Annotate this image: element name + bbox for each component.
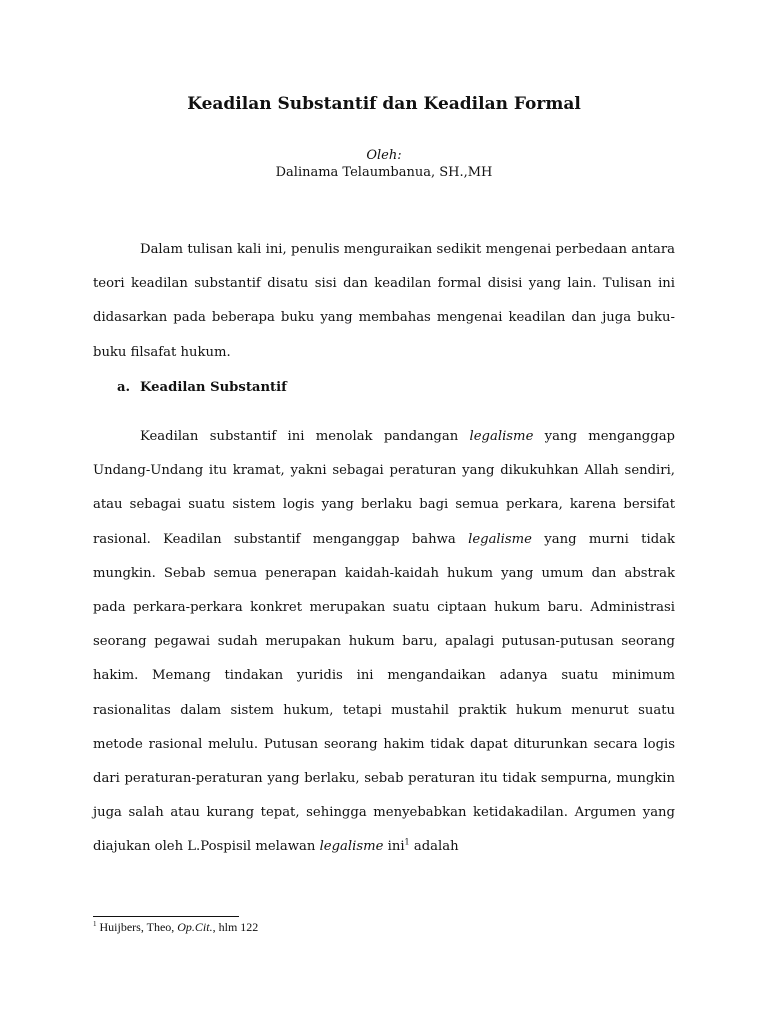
body-text: yang murni tidak mungkin. Sebab semua penerapan kaidah-kaidah hukum yang umum dan abstrak pada perkara-perkara konkret merupakan suatu ciptaan hukum baru. Administrasi seorang pegawai sudah merupakan hukum baru, apalagi putusan-putusan seorang hakim. Memang tindakan yuridis ini mengandaikan adanya suatu minimum rasionalitas dalam sistem hukum, tetapi mustahil praktik hukum menurut suatu metode rasional melulu. Putusan seorang hakim tidak dapat diturunkan secara logis dari peraturan-peraturan yang berlaku, sebab peraturan itu tidak sempurna, mungkin juga salah atau kurang tepat, sehingga menyebabkan ketidakadilan. Argumen yang diajukan oleh L.Pospisil melawan [93, 531, 675, 855]
footnote-divider [93, 916, 239, 917]
section-a-title: Keadilan Substantif [140, 380, 287, 395]
footnote-emphasis: Op.Cit. [177, 920, 213, 934]
byline-label: Oleh: [366, 148, 402, 163]
footnote-reference[interactable]: 1 [404, 838, 410, 848]
document-title: Keadilan Substantif dan Keadilan Formal [187, 94, 581, 114]
footnote [93, 920, 258, 935]
body-emphasis: legalisme [319, 839, 384, 855]
body-text: ini [383, 839, 405, 855]
section-a-heading [117, 380, 287, 395]
section-a-marker: a. [117, 380, 131, 395]
body-emphasis: legalisme [468, 531, 532, 547]
body-text: adalah [409, 839, 459, 855]
body-text: yang menganggap Undang-Undang itu kramat, yakni sebagai peraturan yang dikukuhkan Allah sendiri, atau sebagai suatu sistem logis yang berlaku bagi semua perkara, karena bersifat rasional. Keadilan substantif menganggap bahwa [93, 429, 675, 547]
footnote-number: 1 [93, 920, 97, 928]
section-a-paragraph [93, 420, 675, 865]
author-name: Dalinama Telaumbanua, SH.,MH [275, 165, 493, 180]
intro-paragraph: Dalam tulisan kali ini, penulis menguraikan sedikit mengenai perbedaan antara teori keadilan substantif disatu sisi dan keadilan formal disisi yang lain. Tulisan ini didasarkan pada beberapa buku yang membahas mengenai keadilan dan juga buku-buku filsafat hukum. [93, 242, 675, 360]
body-text: Keadilan substantif ini menolak pandangan [140, 429, 470, 444]
footnote-text: Huijbers, Theo, [96, 920, 178, 934]
body-emphasis: legalisme [469, 429, 534, 444]
footnote-text: , hlm 122 [212, 920, 259, 934]
